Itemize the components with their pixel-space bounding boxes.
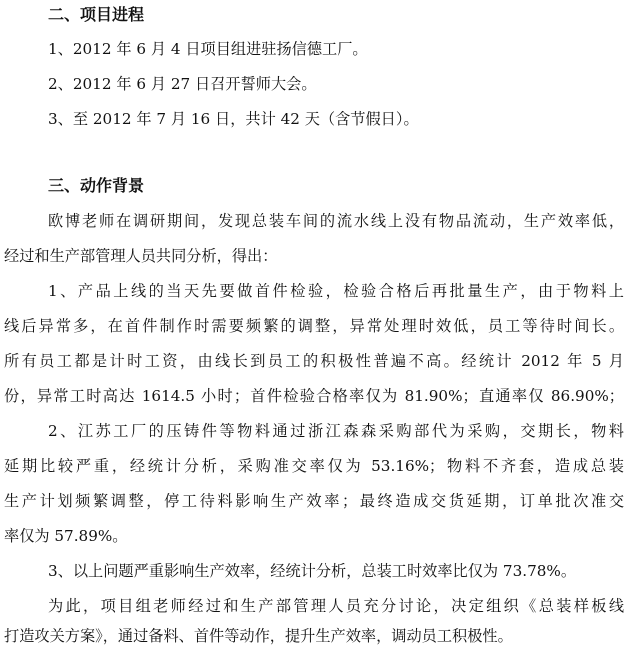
point-1-line-3: 所有员工都是计时工资，由线长到员工的积极性普遍不高。经统计 2012 年 5 月 xyxy=(4,352,624,370)
progress-item-1: 1、2012 年 6 月 4 日项目组进驻扬信德工厂。 xyxy=(48,40,368,58)
point-1-line-2: 线后异常多，在首件制作时需要频繁的调整，异常处理时效低，员工等待时间长。 xyxy=(4,317,624,335)
intro-line-2: 经过和生产部管理人员共同分析，得出： xyxy=(4,247,278,265)
progress-item-2: 2、2012 年 6 月 27 日召开誓师大会。 xyxy=(48,75,317,93)
point-3-line: 3、以上问题严重影响生产效率，经统计分析，总装工时效率比仅为 73.78%。 xyxy=(48,562,577,580)
point-1-line-1: 1、产品上线的当天先要做首件检验，检验合格后再批量生产，由于物料上 xyxy=(48,282,624,300)
point-2-line-2: 延期比较严重，经统计分析，采购准交率仅为 53.16%；物料不齐套，造成总装 xyxy=(4,457,624,475)
point-2-line-1: 2、江苏工厂的压铸件等物料通过浙江森森采购部代为采购，交期长，物料 xyxy=(48,422,624,440)
point-2-line-3: 生产计划频繁调整，停工待料影响生产效率；最终造成交货延期，订单批次准交 xyxy=(4,492,624,510)
point-2-line-4: 率仅为 57.89%。 xyxy=(4,527,128,545)
conclusion-line-2: 打造攻关方案》，通过备料、首件等动作，提升生产效率，调动员工积极性。 xyxy=(4,627,513,645)
point-1-line-4: 份，异常工时高达 1614.5 小时；首件检验合格率仅为 81.90%；直通率仅 86.90%； xyxy=(4,387,624,405)
intro-line-1: 欧博老师在调研期间，发现总装车间的流水线上没有物品流动，生产效率低， xyxy=(48,212,624,230)
section-3-heading: 三、动作背景 xyxy=(48,176,145,195)
progress-item-3: 3、至 2012 年 7 月 16 日，共计 42 天（含节假日）。 xyxy=(48,110,419,128)
conclusion-line-1: 为此，项目组老师经过和生产部管理人员充分讨论，决定组织《总装样板线 xyxy=(48,597,624,615)
section-2-heading: 二、项目进程 xyxy=(48,5,145,24)
